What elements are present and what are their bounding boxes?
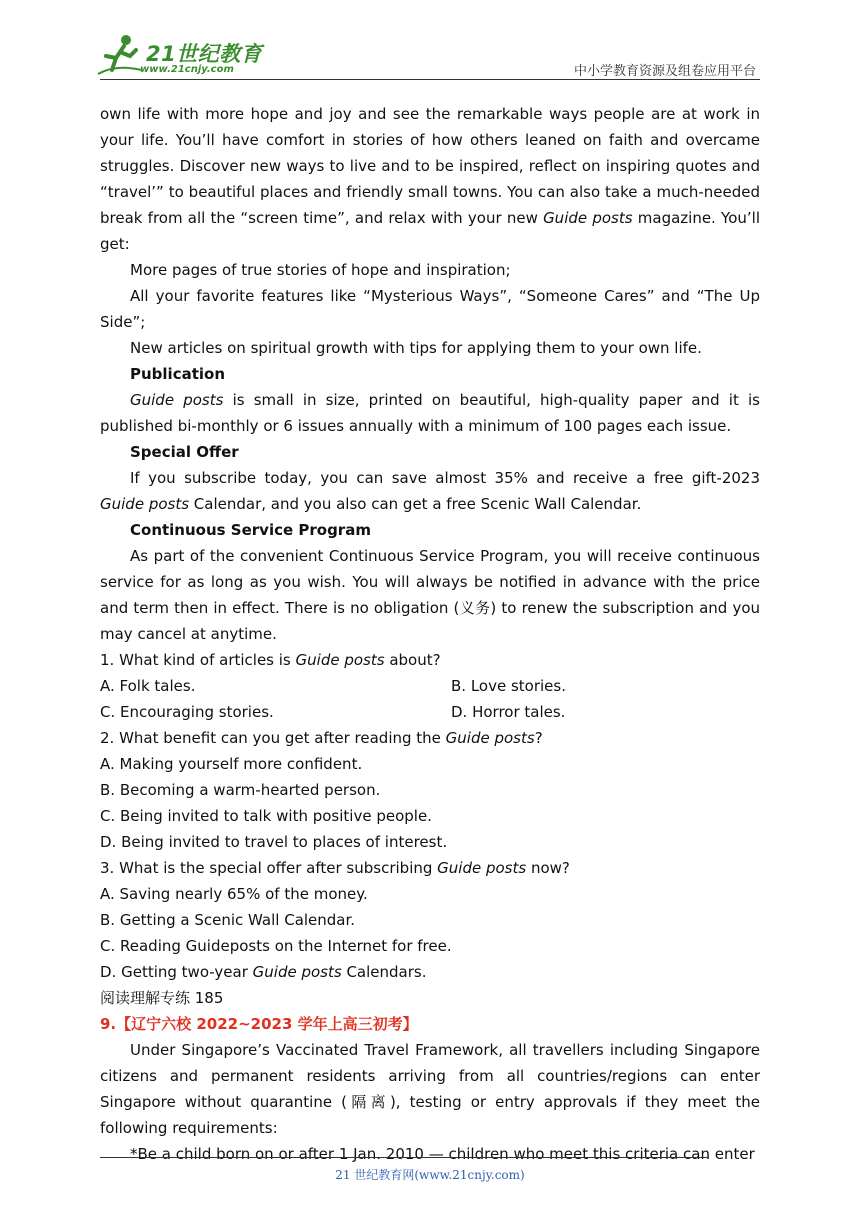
site-logo[interactable]: [96, 34, 266, 80]
question-text: about?: [384, 651, 441, 669]
passage-paragraph-1: [100, 101, 760, 257]
passage-text: is small in size, printed on beautiful, high-quality paper and it is published bi-monthly or 6 issues annually with a minimum of 100 pages each issue.: [100, 391, 760, 435]
passage-text: magazine. You’ll get:: [100, 209, 761, 253]
question-1: [100, 647, 760, 673]
magazine-title: Guide posts: [100, 495, 190, 513]
publication-paragraph: [100, 387, 760, 439]
feature-item-3: New articles on spiritual growth with tips for applying them to your own life.: [130, 339, 702, 357]
special-offer-paragraph: [100, 465, 760, 517]
heading-continuous-service: Continuous Service Program: [130, 521, 371, 539]
next-passage-title: 9.【辽宁六校 2022~2023 学年上高三初考】: [100, 1015, 418, 1033]
passage-text: Calendar, and you also can get a free Scenic Wall Calendar.: [189, 495, 642, 513]
feature-item-1: More pages of true stories of hope and inspiration;: [130, 261, 511, 279]
question-text: 1. What kind of articles is: [100, 651, 296, 669]
logo-text: 21世纪教育: [146, 42, 263, 66]
feature-item-2: All your favorite features like “Mysterious Ways”, “Someone Cares” and “The Up Side”;: [100, 287, 760, 331]
option-b[interactable]: B. Becoming a warm-hearted person.: [100, 781, 381, 799]
option-b[interactable]: B. Getting a Scenic Wall Calendar.: [100, 911, 356, 929]
question-1-options-row-2: [100, 699, 760, 725]
option-a[interactable]: A. Folk tales.: [100, 677, 196, 695]
passage-text: If you subscribe today, you can save almost 35% and receive a free gift-2023: [130, 469, 760, 487]
running-figure-icon: [96, 34, 144, 76]
question-text: 3. What is the special offer after subscribing: [100, 859, 438, 877]
question-1-options-row-1: [100, 673, 760, 699]
option-c[interactable]: C. Encouraging stories.: [100, 703, 274, 721]
logo-url: www.21cnjy.com: [140, 64, 234, 75]
footer-divider: [100, 1157, 708, 1158]
option-d[interactable]: D. Being invited to travel to places of interest.: [100, 833, 448, 851]
next-passage-paragraph-1: Under Singapore’s Vaccinated Travel Framework, all travellers including Singapore citizens and permanent residents arriving from all countries/regions can enter Singapore without quarantine (隔离), testing or entry approvals if they meet the following requirements:: [100, 1041, 760, 1137]
next-passage-paragraph-2: *Be a child born on or after 1 Jan. 2010 — children who meet this criteria can enter: [130, 1145, 755, 1163]
option-d[interactable]: D. Horror tales.: [451, 703, 566, 721]
document-body: [100, 101, 760, 1167]
option-a[interactable]: A. Saving nearly 65% of the money.: [100, 885, 368, 903]
option-a[interactable]: A. Making yourself more confident.: [100, 755, 363, 773]
option-text: Calendars.: [341, 963, 427, 981]
magazine-title: Guide posts: [252, 963, 342, 981]
option-d[interactable]: [100, 959, 760, 985]
magazine-title: Guide posts: [543, 209, 633, 227]
magazine-title: Guide posts: [445, 729, 535, 747]
header-platform-name: 中小学教育资源及组卷应用平台: [573, 64, 756, 79]
question-text: now?: [526, 859, 570, 877]
heading-special-offer: Special Offer: [130, 443, 239, 461]
question-2: [100, 725, 760, 751]
header-divider: [100, 79, 760, 80]
question-text: 2. What benefit can you get after reading the: [100, 729, 446, 747]
page-header: [0, 0, 860, 86]
option-c[interactable]: C. Being invited to talk with positive people.: [100, 807, 432, 825]
magazine-title: Guide posts: [130, 391, 224, 409]
option-b[interactable]: B. Love stories.: [451, 677, 566, 695]
heading-publication: Publication: [130, 365, 226, 383]
question-3: [100, 855, 760, 881]
option-text: D. Getting two-year: [100, 963, 253, 981]
magazine-title: Guide posts: [295, 651, 385, 669]
section-label: 阅读理解专练 185: [100, 989, 224, 1007]
question-text: ?: [534, 729, 543, 747]
magazine-title: Guide posts: [437, 859, 527, 877]
page-footer[interactable]: 21 世纪教育网(www.21cnjy.com): [335, 1168, 525, 1182]
passage-text: own life with more hope and joy and see the remarkable ways people are at work in your life. You’ll have comfort in stories of how others leaned on faith and overcame struggles. Discover new ways to live and to be inspired, reflect on inspiring quotes and “travel’” to beautiful places and friendly small towns. You can also take a much-needed break from all the “screen time”, and relax with your new: [100, 105, 760, 227]
continuous-service-paragraph: As part of the convenient Continuous Service Program, you will receive continuous service for as long as you wish. You will always be notified in advance with the price and term then in effect. There is no obligation (义务) to renew the subscription and you may cancel at anytime.: [100, 547, 760, 643]
option-c[interactable]: C. Reading Guideposts on the Internet for free.: [100, 937, 452, 955]
